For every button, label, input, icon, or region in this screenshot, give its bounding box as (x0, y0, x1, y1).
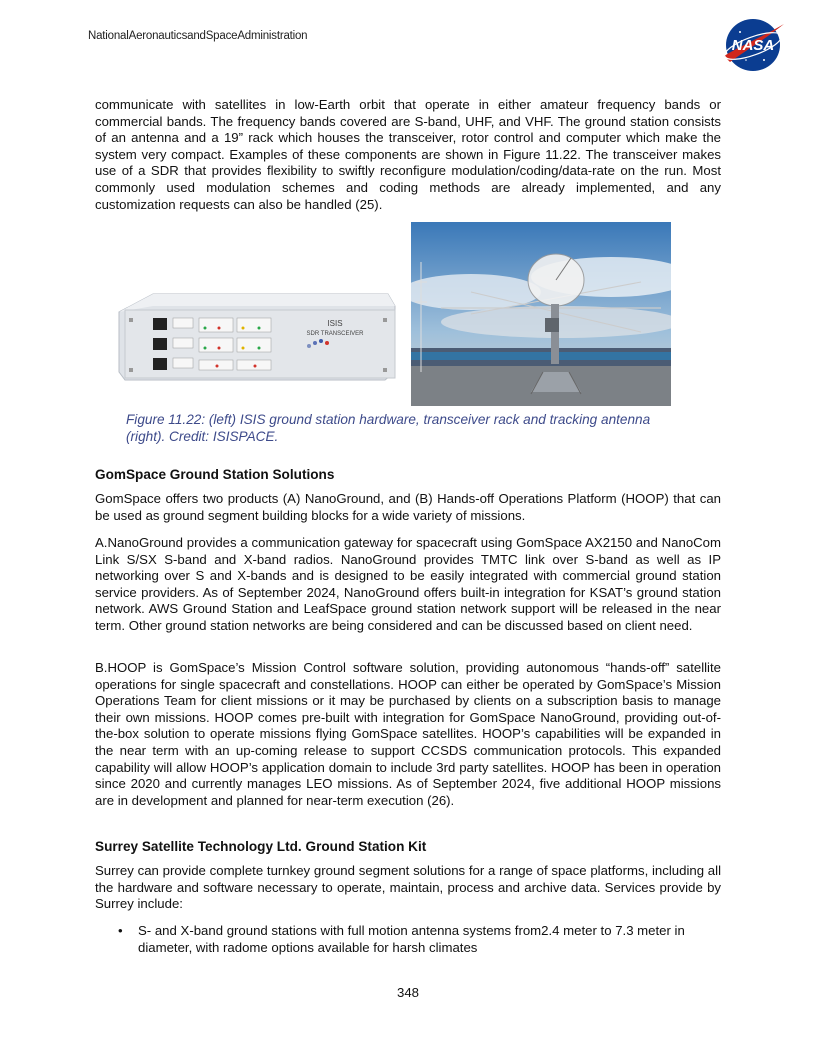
figure-caption: Figure 11.22: (left) ISIS ground station hardware, transceiver rack and tracking antenna (right). Credit: ISISPACE. (126, 412, 651, 444)
bullet-dot-icon: • (118, 923, 123, 938)
heading-gomspace: GomSpace Ground Station Solutions (95, 467, 335, 482)
heading-surrey: Surrey Satellite Technology Ltd. Ground Station Kit (95, 839, 427, 854)
transceiver-rack-image (113, 222, 403, 406)
nasa-logo (720, 16, 786, 74)
page-number: 348 (396, 985, 419, 1000)
header-agency-name: NationalAeronauticsandSpaceAdministration (88, 30, 308, 42)
hoop-paragraph: B.HOOP is GomSpace’s Mission Control software solution, providing autonomous “hands-off” satellite operations for single spacecraft and constellations. HOOP can either be operated by GomSpace’s Mission Operations Team for client missions or it may be purchased by clients on a subscription basis to manage their own missions. HOOP comes pre-built with integration for GomSpace NanoGround, providing out-of-the-box solution to operate missions flying GomSpace satellites. HOOP’s capabilities will be expanded in the near term with an up-coming release to support CCSDS communication protocols. This expanded capability will allow HOOP’s application domain to include 3rd party satellites. HOOP has been in operation since 2020 and currently manages LEO missions. As of September 2024, five additional HOOP missions are in development and planned for near-term execution (26). (95, 660, 721, 808)
gomspace-intro-paragraph: GomSpace offers two products (A) NanoGround, and (B) Hands-off Operations Platform (HOOP) that can be used as ground segment building blocks for a wide variety of missions. (95, 491, 721, 523)
svg-text:SDR TRANSCEIVER: SDR TRANSCEIVER (306, 331, 364, 337)
bullet-text: S- and X-band ground stations with full motion antenna systems from2.4 meter to 7.3 meter in diameter, with radome options available for harsh climates (138, 923, 685, 955)
intro-paragraph: communicate with satellites in low-Earth orbit that operate in either amateur frequency bands or commercial bands. The frequency bands covered are S-band, UHF, and VHF. The ground station consists of an antenna and a 19” rack which houses the transceiver, rotor control and computer which make the system very compact. Examples of these components are shown in Figure 11.22. The transceiver makes use of a SDR that provides flexibility to swiftly reconfigure modulation/coding/data-rate on the run. Most commonly used modulation schemes and coding methods are already implemented, and any customization requests can also be handled (25). (95, 97, 721, 212)
nanoground-paragraph: A.NanoGround provides a communication gateway for spacecraft using GomSpace AX2150 and NanoCom Link S/SX S-band and X-band radios. NanoGround provides TMTC link over S-band as well as IP networking over S and X-bands and is designed to be easily integrated with commercial ground station service providers. As of September 2024, NanoGround offers built-in integration for KSAT’s ground station network. AWS Ground Station and LeafSpace ground station network support will be released in the near term. Other ground station networks are being considered and can be discussed based on client need. (95, 535, 721, 633)
tracking-antenna-image (411, 222, 671, 406)
svg-text:ISIS: ISIS (327, 319, 343, 328)
surrey-paragraph: Surrey can provide complete turnkey ground segment solutions for a range of space platforms, including all the hardware and software necessary to operate, maintain, process and archive data. Services provide by Surrey include: (95, 863, 721, 912)
figure-11-22 (113, 222, 671, 406)
svg-text:NASA: NASA (731, 37, 775, 54)
